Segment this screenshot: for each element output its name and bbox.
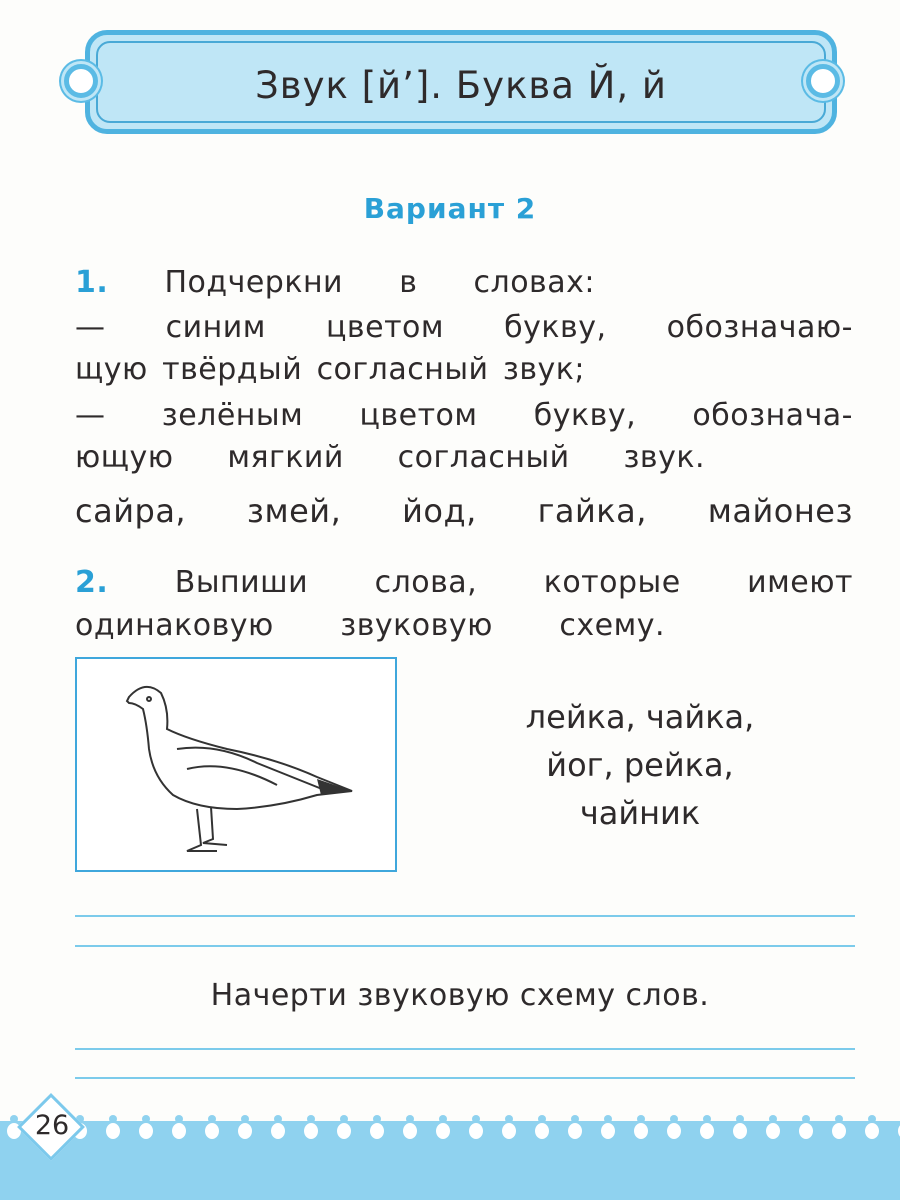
page-number: 26 [34, 1110, 70, 1141]
task2-text: Выпиши слова, которые имеют [174, 565, 853, 600]
task1-words: сайра, змей, йод, гайка, майонез [75, 492, 853, 530]
task1-number: 1. [75, 265, 109, 300]
writing-line[interactable] [75, 945, 855, 947]
writing-line[interactable] [75, 915, 855, 917]
seagull-picture [75, 657, 397, 872]
task1-text: Подчеркни в словах: [164, 265, 595, 300]
dots-border [0, 1113, 900, 1143]
task3-instruction: Начерти звуковую схему слов. [210, 978, 710, 1013]
word-option: йог, рейка, [546, 746, 734, 784]
seagull-icon [77, 659, 395, 870]
task1-line: ющую мягкий согласный звук. [75, 440, 705, 475]
word-option: лейка, чайка, [525, 698, 755, 736]
task1-line: — синим цветом букву, обозначаю- [75, 310, 853, 345]
task2-number: 2. [75, 565, 109, 600]
task1-line: щую твёрдый согласный звук; [75, 352, 585, 387]
task2-line: одинаковую звуковую схему. [75, 608, 665, 643]
task1-line [75, 265, 595, 300]
page-title: Звук [й’]. Буква Й, й [255, 64, 667, 107]
variant-heading: Вариант 2 [363, 192, 537, 225]
writing-line[interactable] [75, 1048, 855, 1050]
writing-line[interactable] [75, 1077, 855, 1079]
task1-line: — зелёным цветом букву, обознача- [75, 398, 853, 433]
word-option: чайник [579, 794, 701, 832]
task2-line [75, 565, 853, 600]
